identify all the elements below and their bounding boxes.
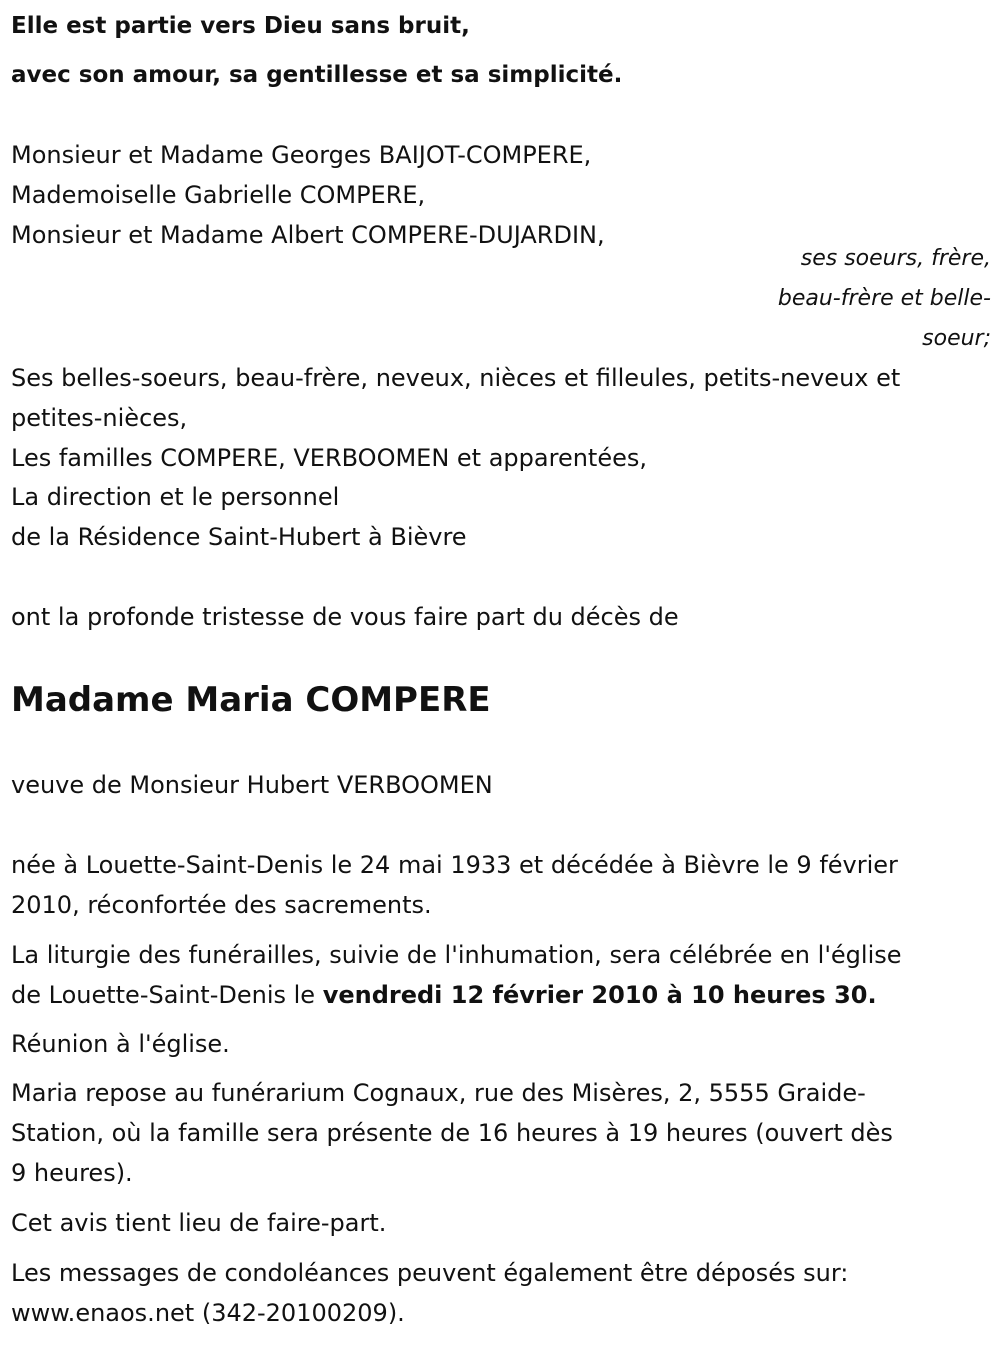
liturgy-date-time: vendredi 12 février 2010 à 10 heures 30.: [322, 981, 877, 1009]
birth-death-line-2: 2010, réconfortée des sacrements.: [11, 891, 432, 919]
others-line-3: Les familles COMPERE, VERBOOMEN et apparentées,: [11, 444, 647, 472]
funerarium-line-1: Maria repose au funérarium Cognaux, rue des Misères, 2, 5555 Graide-: [11, 1079, 866, 1107]
epigraph-line-2: avec son amour, sa gentillesse et sa simplicité.: [11, 62, 623, 88]
epigraph-line-1: Elle est partie vers Dieu sans bruit,: [11, 13, 470, 39]
others-line-4: La direction et le personnel: [11, 483, 340, 511]
family-line-1: Monsieur et Madame Georges BAIJOT-COMPERE,: [11, 141, 592, 169]
liturgy-line-1: La liturgie des funérailles, suivie de l'inhumation, sera célébrée en l'église: [11, 941, 902, 969]
others-line-2: petites-nièces,: [11, 404, 188, 432]
liturgy-line-2: [11, 980, 877, 1010]
funerarium-line-2: Station, où la famille sera présente de 16 heures à 19 heures (ouvert dès: [11, 1119, 893, 1147]
relation-line-1: ses soeurs, frère,: [800, 246, 991, 271]
notice-text: Cet avis tient lieu de faire-part.: [11, 1209, 387, 1237]
reunion-text: Réunion à l'église.: [11, 1030, 230, 1058]
others-line-5: de la Résidence Saint-Hubert à Bièvre: [11, 523, 467, 551]
birth-death-line-1: née à Louette-Saint-Denis le 24 mai 1933 et décédée à Bièvre le 9 février: [11, 851, 898, 879]
deceased-name: Madame Maria COMPERE: [11, 680, 491, 720]
others-line-1: Ses belles-soeurs, beau-frère, neveux, nièces et filleules, petits-neveux et: [11, 364, 901, 392]
widow-of-text: veuve de Monsieur Hubert VERBOOMEN: [11, 771, 493, 799]
family-line-2: Mademoiselle Gabrielle COMPERE,: [11, 181, 426, 209]
liturgy-location: de Louette-Saint-Denis le: [11, 981, 323, 1009]
relation-line-3: soeur;: [922, 326, 991, 351]
family-line-3: Monsieur et Madame Albert COMPERE-DUJARDIN,: [11, 221, 605, 249]
announcement-text: ont la profonde tristesse de vous faire part du décès de: [11, 603, 679, 631]
condolences-line-2: www.enaos.net (342-20100209).: [11, 1299, 405, 1327]
funerarium-line-3: 9 heures).: [11, 1159, 133, 1187]
condolences-line-1: Les messages de condoléances peuvent également être déposés sur:: [11, 1259, 849, 1287]
relation-line-2: beau-frère et belle-: [777, 286, 991, 311]
